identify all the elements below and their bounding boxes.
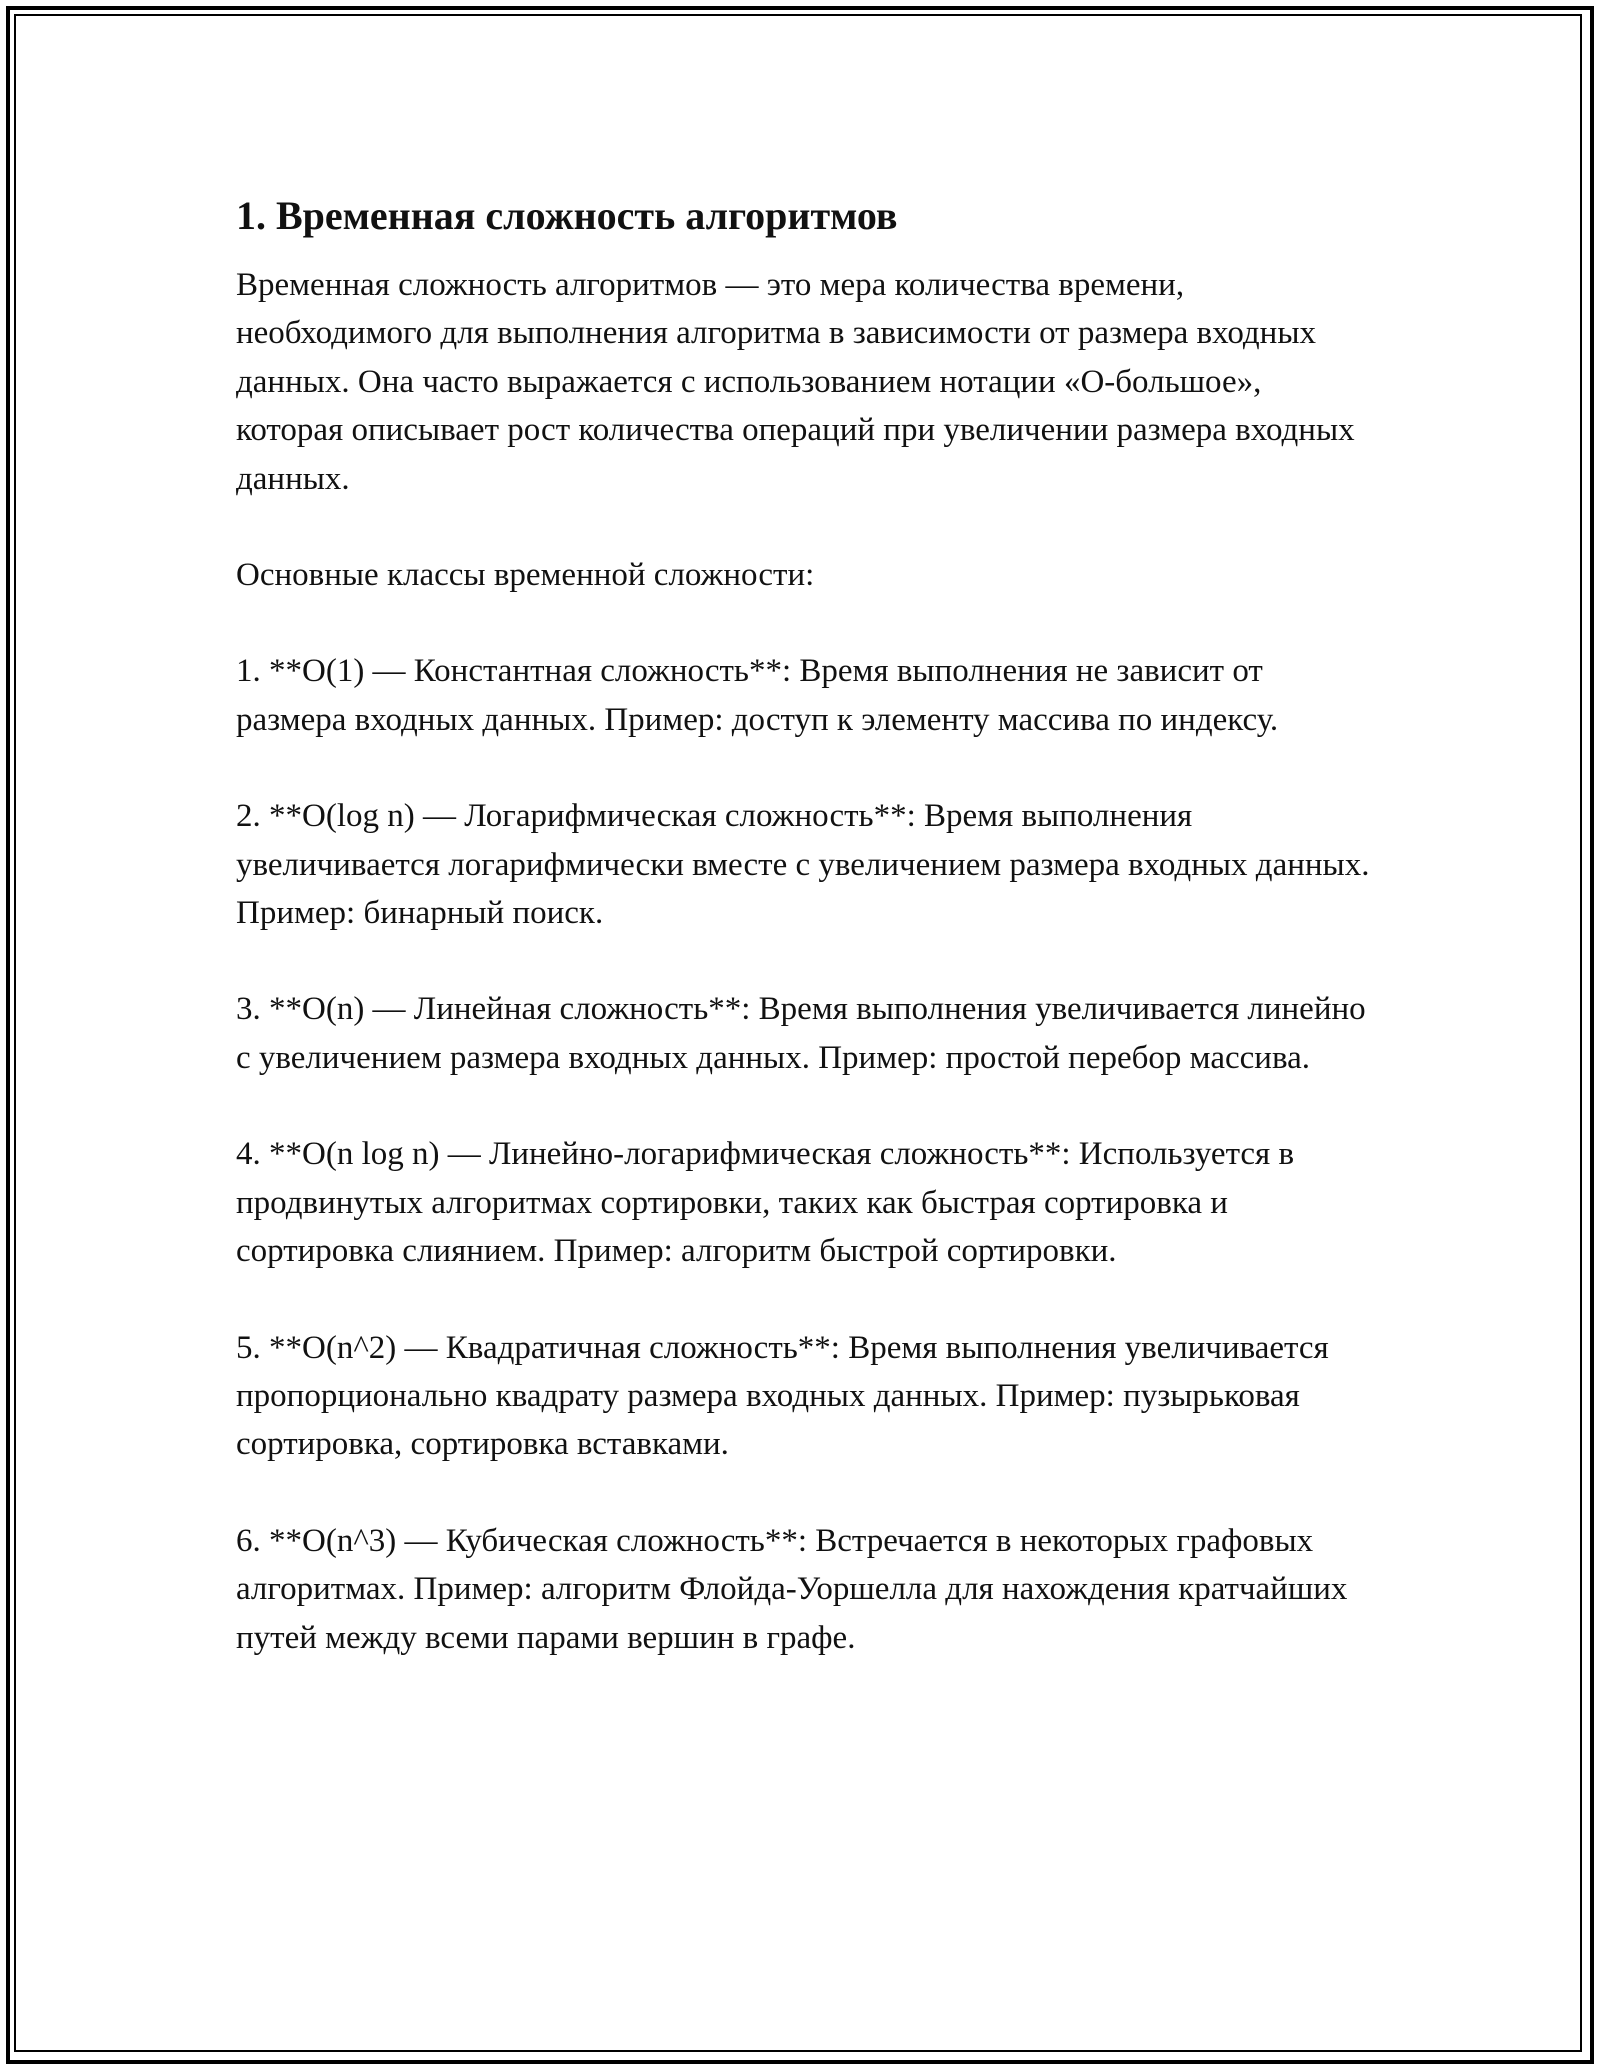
complexity-item-linear: 3. **O(n) — Линейная сложность**: Время выполнения увеличивается линейно с увеличением размера входных данных. Пример: простой перебор массива.	[236, 991, 1366, 1076]
complexity-classes-heading: Основные классы временной сложности:	[236, 557, 815, 594]
complexity-item-logarithmic: 2. **O(log n) — Логарифмическая сложность**: Время выполнения увеличивается логарифмически вместе с увеличением размера входных данных. Пример: бинарный поиск.	[236, 798, 1370, 932]
intro-paragraph: Временная сложность алгоритмов — это мера количества времени, необходимого для выполнения алгоритма в зависимости от размера входных данных. Она часто выражается с использованием нотации «О-большое», которая описывает рост количества операций при увеличении размера входных данных.	[236, 267, 1355, 497]
complexity-item-quadratic: 5. **O(n^2) — Квадратичная сложность**: Время выполнения увеличивается пропорционально квадрату размера входных данных. Пример: пузырьковая сортировка, сортировка вставками.	[236, 1329, 1329, 1463]
complexity-item-linearithmic: 4. **O(n log n) — Линейно-логарифмическая сложность**: Используется в продвинутых алгоритмах сортировки, таких как быстрая сортировка и сортировка слиянием. Пример: алгоритм быстрой сортировки.	[236, 1136, 1295, 1270]
document-body	[236, 188, 1376, 1662]
complexity-item-cubic: 6. **O(n^3) — Кубическая сложность**: Встречается в некоторых графовых алгоритмах. Пример: алгоритм Флойда-Уоршелла для нахождения кратчайших путей между всеми парами вершин в графе.	[236, 1522, 1348, 1656]
complexity-item-constant: 1. **O(1) — Константная сложность**: Время выполнения не зависит от размера входных данных. Пример: доступ к элементу массива по индексу.	[236, 653, 1279, 738]
document-title: 1. Временная сложность алгоритмов	[236, 193, 898, 238]
